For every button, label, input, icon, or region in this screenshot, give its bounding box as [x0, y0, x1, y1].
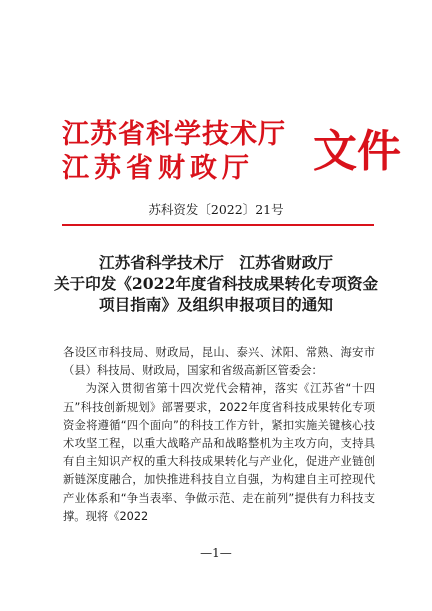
salutation: 各设区市科技局、财政局，昆山、泰兴、沭阳、常熟、海安市（县）科技局、财政局，国家和省级高新区管委会：	[63, 346, 375, 378]
document-number: 苏科资发〔2022〕21号	[148, 202, 284, 217]
document-label: 文件	[313, 126, 401, 177]
body-paragraph-1: 为深入贯彻省第十四次党代会精神，落实《江苏省“十四五”科技创新规划》部署要求，2022年度省科技成果转化专项资金将遵循“四个面向”的科技工作方针，紧扣实施关键核心技术攻坚工程，以重大战略产品和战略整机为主攻方向，支持具有自主知识产权的重大科技成果转化与产业化，促进产业链创新链深度融合，加快推进科技自立自强，为构建自主可控现代产业体系和“争当表率、争做示范、走在前列”提供有力科技支撑。现将《2022	[63, 382, 375, 523]
document-body	[63, 344, 375, 526]
issuer-finance-department: 江苏省财政厅	[62, 153, 254, 184]
document-title	[40, 252, 392, 315]
title-line-1: 江苏省科学技术厅 江苏省财政厅	[99, 253, 333, 272]
page-number: —1—	[200, 546, 232, 560]
issuer-science-department: 江苏省科学技术厅	[62, 119, 286, 150]
issuer-block	[62, 118, 286, 186]
title-line-2: 关于印发《2022年度省科技成果转化专项资金	[53, 274, 379, 293]
red-divider-line	[62, 224, 374, 226]
title-line-3: 项目指南》及组织申报项目的通知	[99, 295, 333, 314]
